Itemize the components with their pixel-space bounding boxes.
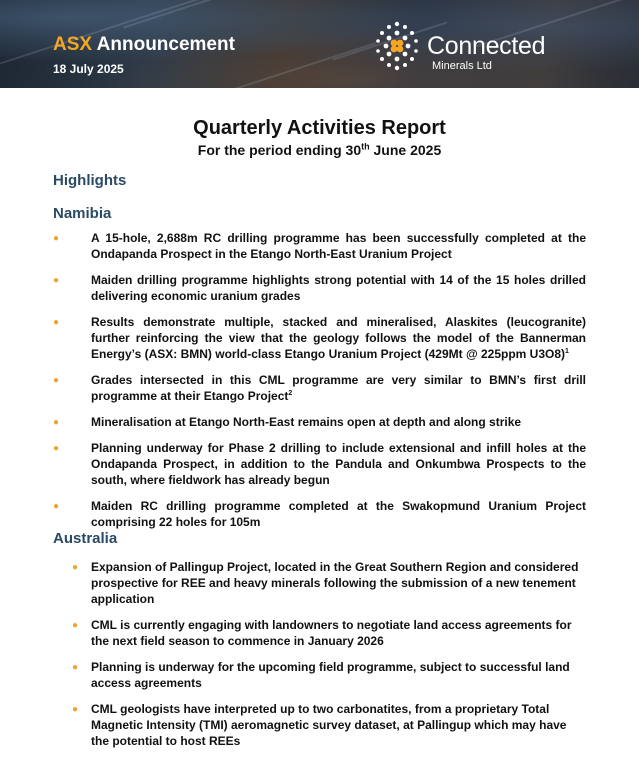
namibia-heading: Namibia — [53, 205, 112, 222]
australia-bullet: ● Planning is underway for the upcoming field programme, subject to successful land access agreements — [72, 660, 570, 690]
australia-bullet-list — [72, 559, 586, 759]
highlights-heading: Highlights — [53, 172, 127, 189]
report-subtitle — [0, 142, 639, 158]
namibia-bullet: ● Planning underway for Phase 2 drilling to include extensional and infill holes at the Ondapanda Prospect, in addition to the Pandula and Onkumbwa Prospects to the south, where fieldwork has already begun — [53, 441, 586, 487]
bullet-dot-icon: ● — [53, 275, 60, 286]
australia-bullet: ● CML is currently engaging with landowners to negotiate land access agreements for the next field season to commence in January 2026 — [72, 618, 572, 648]
bullet-dot-icon: ● — [53, 317, 60, 328]
bullet-dot-icon: ● — [53, 501, 60, 512]
connected-minerals-logo-icon — [374, 20, 420, 72]
announcement-title — [53, 34, 235, 56]
bullet-dot-icon: ● — [72, 704, 79, 715]
bullet-dot-icon: ● — [53, 443, 60, 454]
announcement-date: 18 July 2025 — [53, 62, 124, 76]
bullet-dot-icon: ● — [72, 562, 79, 573]
logo-name: Connected — [427, 32, 546, 60]
announcement-label: Announcement — [96, 34, 235, 55]
australia-heading: Australia — [53, 530, 118, 547]
australia-bullet: ● CML geologists have interpreted up to two carbonatites, from a proprietary Total Magnetic Intensity (TMI) aeromagnetic survey dataset, at Pallingup which may have the potential to host REEs — [72, 702, 567, 748]
namibia-bullet: ● Maiden RC drilling programme completed at the Swakopmund Uranium Project comprising 22 holes for 105m — [53, 499, 586, 529]
logo-subtitle: Minerals Ltd — [432, 60, 492, 72]
subtitle-text: For the period ending 30 — [197, 142, 362, 158]
header-banner — [0, 0, 639, 88]
bullet-dot-icon: ● — [53, 375, 60, 386]
bullet-dot-icon: ● — [72, 662, 79, 673]
namibia-bullet: ● Mineralisation at Etango North-East remains open at depth and along strike — [53, 415, 522, 429]
namibia-bullet: ● Results demonstrate multiple, stacked and mineralised, Alaskites (leucogranite) further reinforcing the view that the geology follows the model of the Bannerman Energy’s (ASX: BMN) world-class Etango Uranium Project (429Mt @ 225ppm U3O8)$^1$ — [53, 315, 586, 361]
namibia-bullet: ● Maiden drilling programme highlights strong potential with 14 of the 15 holes drilled delivering economic uranium grades — [53, 273, 586, 303]
subtitle-month: June 2025 — [369, 142, 442, 158]
namibia-bullet: ● A 15-hole, 2,688m RC drilling programme has been successfully completed at the Ondapanda Prospect in the Etango North-East Uranium Project — [53, 231, 586, 261]
bullet-dot-icon: ● — [53, 233, 60, 244]
australia-bullet: ● Expansion of Pallingup Project, located in the Great Southern Region and considered prospective for REE and heavy minerals following the submission of a new tenement application — [72, 560, 579, 606]
namibia-bullet: ● Grades intersected in this CML programme are very similar to BMN’s first drill programme at their Etango Project$^2$ — [53, 373, 586, 403]
footnote-ref: 1 — [565, 348, 569, 355]
bullet-dot-icon: ● — [53, 417, 60, 428]
footnote-ref: 2 — [288, 390, 293, 397]
asx-label: ASX — [53, 34, 93, 55]
bullet-dot-icon: ● — [72, 620, 79, 631]
report-title: Quarterly Activities Report — [193, 117, 446, 139]
subtitle-ordinal: th — [361, 141, 370, 152]
